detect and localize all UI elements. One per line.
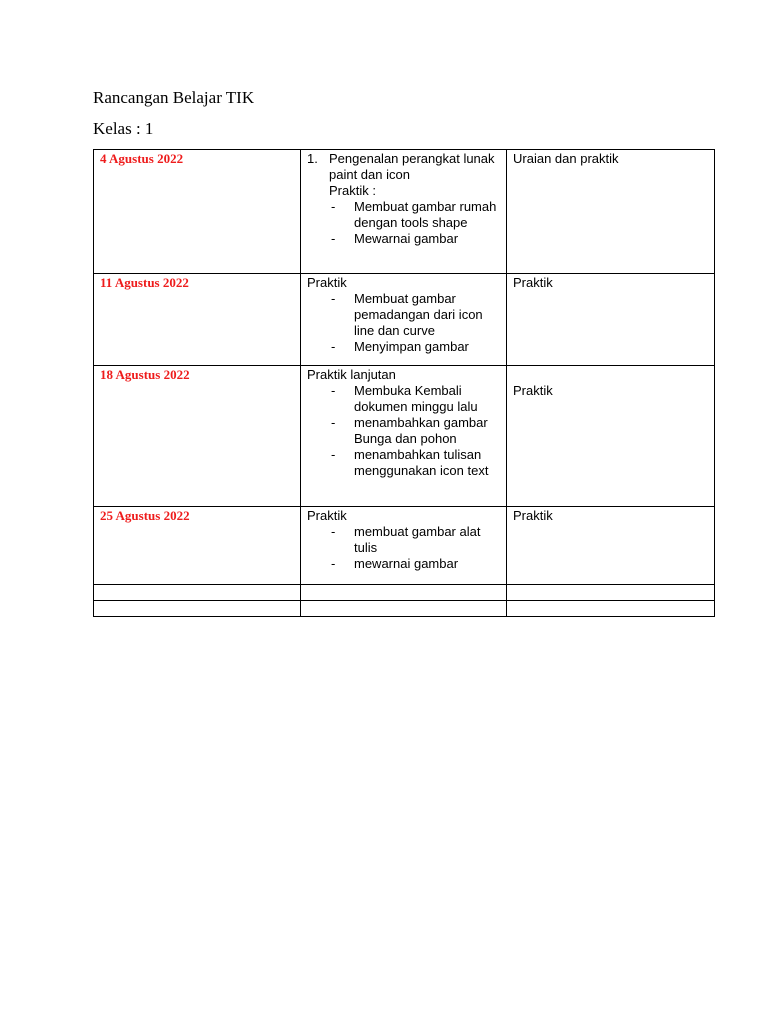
dash-marker: - (331, 447, 336, 462)
table-row-empty (94, 585, 715, 601)
method-cell (507, 366, 715, 507)
numbered-item (307, 151, 500, 183)
activity-lead: Praktik (307, 275, 347, 290)
dash-marker: - (331, 199, 336, 214)
list-item-text: Mewarnai gambar (354, 231, 459, 246)
dash-marker: - (331, 383, 336, 398)
activity-cell (301, 274, 507, 366)
list-item-text: membuat gambar alat tulis (354, 524, 481, 555)
list-item-text: Membuat gambar rumah dengan tools shape (354, 199, 497, 230)
dash-marker: - (331, 231, 336, 246)
empty-cell (507, 585, 715, 601)
empty-cell (301, 601, 507, 617)
list-item (307, 415, 500, 447)
empty-cell (507, 601, 715, 617)
empty-cell (301, 585, 507, 601)
method-label: Praktik (513, 275, 553, 290)
list-item-text: Menyimpan gambar (354, 339, 469, 354)
activity-lead: Praktik (307, 508, 347, 523)
method-label: Praktik (513, 508, 553, 523)
list-item-text: Membuka Kembali dokumen minggu lalu (354, 383, 478, 414)
list-item (307, 231, 500, 247)
list-item (307, 291, 500, 339)
list-item-text: Membuat gambar pemadangan dari icon line dan curve (354, 291, 483, 338)
spacer (513, 367, 708, 383)
list-item-text: menambahkan gambar Bunga dan pohon (354, 415, 488, 446)
dash-marker: - (331, 524, 336, 539)
schedule-table (93, 149, 715, 617)
method-cell (507, 150, 715, 274)
activity-cell (301, 366, 507, 507)
document-title: Rancangan Belajar TIK (93, 88, 255, 107)
table-row (94, 507, 715, 585)
date-label: 25 Agustus 2022 (100, 508, 190, 523)
list-item-text: mewarnai gambar (354, 556, 459, 571)
activity-lead: Praktik lanjutan (307, 367, 396, 382)
empty-cell (94, 585, 301, 601)
table-row (94, 274, 715, 366)
dash-marker: - (331, 291, 336, 306)
table-row (94, 366, 715, 507)
date-cell (94, 366, 301, 507)
activity-lead: Praktik : (329, 183, 376, 198)
list-item (307, 383, 500, 415)
method-cell (507, 274, 715, 366)
item-text: Pengenalan perangkat lunak paint dan icon (329, 151, 495, 182)
dash-marker: - (331, 556, 336, 571)
method-label: Praktik (513, 383, 553, 398)
table-row (94, 150, 715, 274)
dash-marker: - (331, 415, 336, 430)
class-label: Kelas : 1 (93, 119, 154, 138)
table-row-empty (94, 601, 715, 617)
list-item-text: menambahkan tulisan menggunakan icon text (354, 447, 489, 478)
activity-cell (301, 507, 507, 585)
date-cell (94, 274, 301, 366)
empty-cell (94, 601, 301, 617)
item-number: 1. (307, 151, 318, 166)
list-item (307, 199, 500, 231)
date-cell (94, 507, 301, 585)
date-label: 11 Agustus 2022 (100, 275, 189, 290)
list-item (307, 447, 500, 479)
list-item (307, 339, 500, 355)
method-label: Uraian dan praktik (513, 151, 619, 166)
list-item (307, 556, 500, 572)
activity-cell (301, 150, 507, 274)
list-item (307, 524, 500, 556)
date-cell (94, 150, 301, 274)
date-label: 18 Agustus 2022 (100, 367, 190, 382)
method-cell (507, 507, 715, 585)
dash-marker: - (331, 339, 336, 354)
date-label: 4 Agustus 2022 (100, 151, 184, 166)
